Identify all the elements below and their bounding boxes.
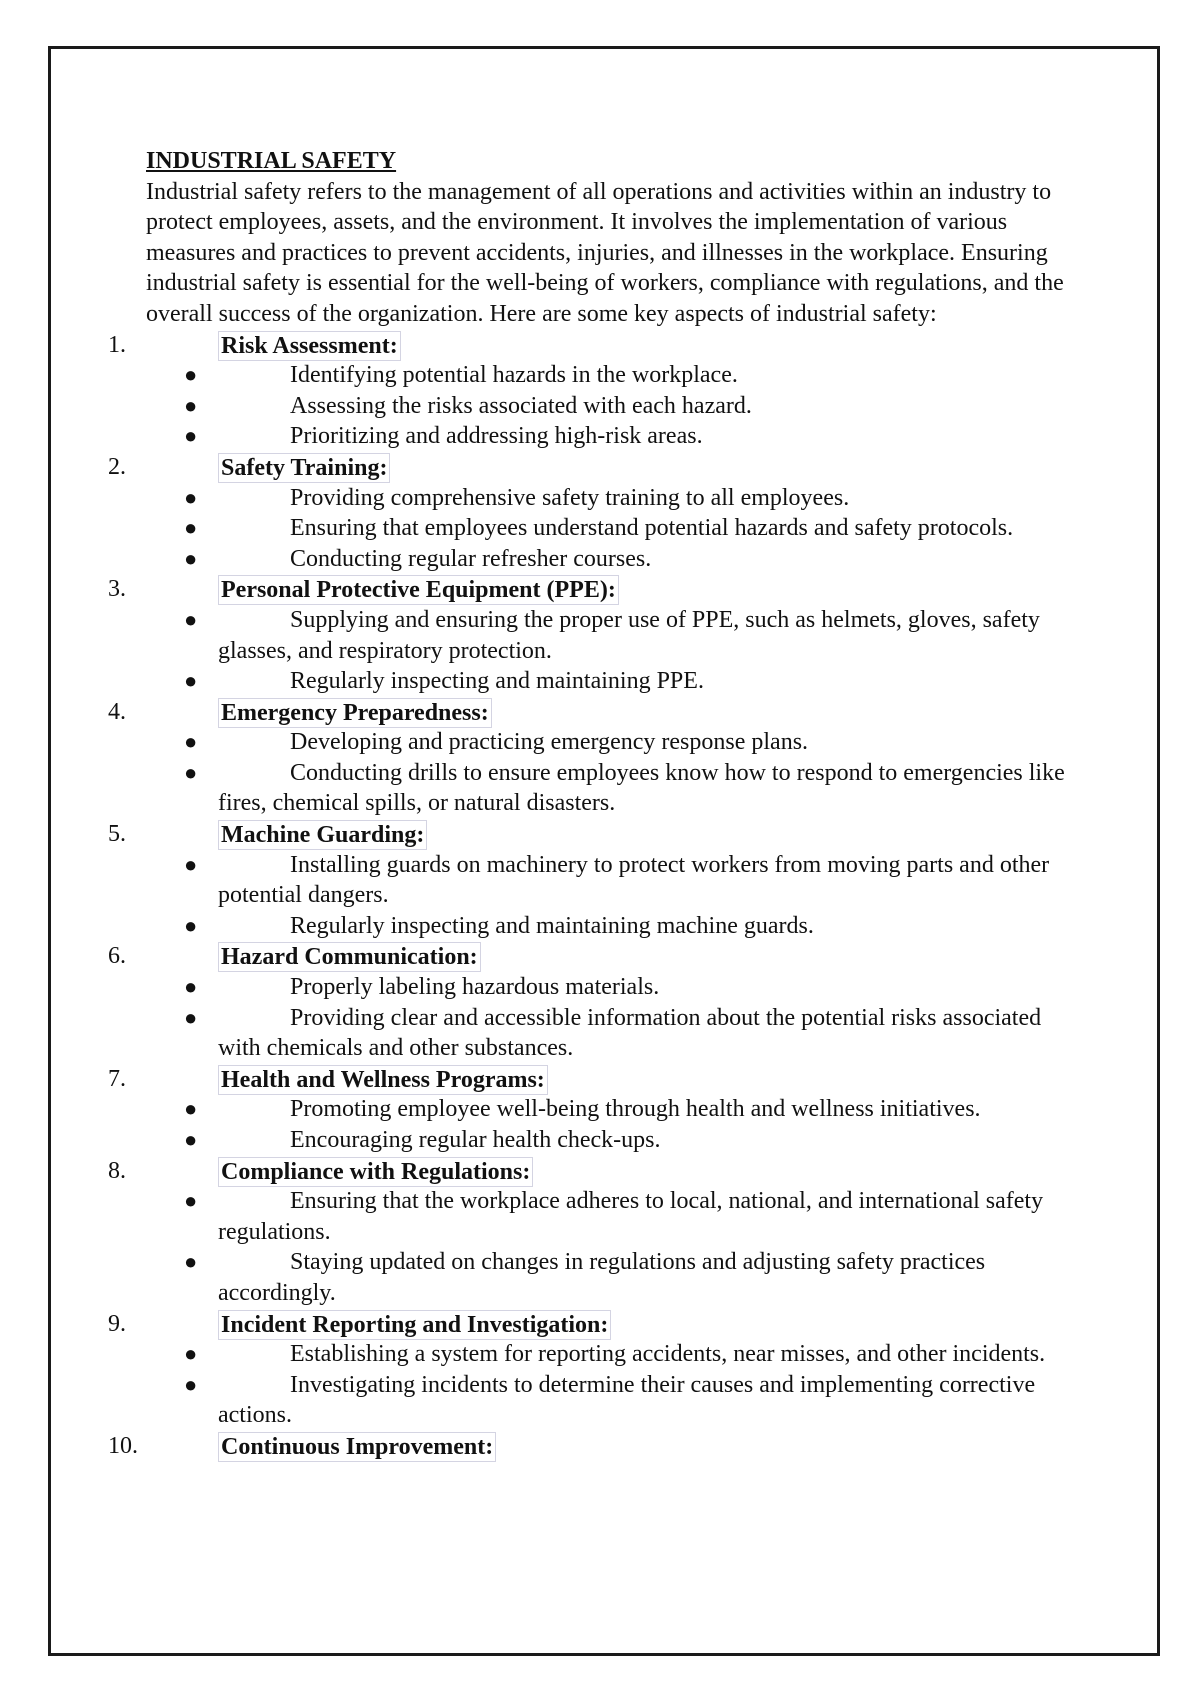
list-section <box>0 1064 1200 1156</box>
list-item <box>0 391 1200 422</box>
list-item-text: Properly labeling hazardous materials. <box>290 974 660 1001</box>
list-item <box>0 1339 1200 1370</box>
bullet-icon: ● <box>184 1188 198 1214</box>
list-item-text: Staying updated on changes in regulations and adjusting safety practices accordingly. <box>218 1249 986 1306</box>
list-section <box>0 330 1200 452</box>
list-item <box>0 1186 1200 1247</box>
section-number: 2. <box>108 453 126 480</box>
list-item-text: Providing comprehensive safety training to all employees. <box>290 484 850 511</box>
list-item-text: Prioritizing and addressing high-risk areas. <box>290 423 703 450</box>
section-heading-row <box>0 1064 1200 1095</box>
list-item-text: Supplying and ensuring the proper use of PPE, such as helmets, gloves, safety glasses, and respiratory protection. <box>218 606 1040 664</box>
section-heading: Compliance with Regulations: <box>218 1157 533 1187</box>
bullet-icon: ● <box>184 1341 198 1367</box>
list-item <box>0 1370 1200 1431</box>
list-item-text: Encouraging regular health check-ups. <box>290 1127 661 1153</box>
section-heading-row <box>0 452 1200 483</box>
list-item-text: Investigating incidents to determine their causes and implementing corrective actions. <box>218 1371 1036 1429</box>
bullet-icon: ● <box>184 729 198 755</box>
list-item <box>0 666 1200 697</box>
bullet-icon: ● <box>184 1127 198 1152</box>
section-number: 8. <box>108 1157 126 1184</box>
list-section <box>0 1309 1200 1431</box>
section-heading: Emergency Preparedness: <box>218 698 492 728</box>
section-heading: Machine Guarding: <box>218 820 427 850</box>
section-number: 10. <box>108 1432 138 1459</box>
section-heading: Safety Training: <box>218 453 390 483</box>
section-number: 3. <box>108 576 126 603</box>
section-heading-row <box>0 330 1200 361</box>
list-item <box>0 850 1200 911</box>
sections-list <box>0 330 1200 1462</box>
section-heading-row <box>0 1156 1200 1187</box>
document-title: INDUSTRIAL SAFETY <box>146 148 397 174</box>
section-heading: Health and Wellness Programs: <box>218 1065 548 1095</box>
section-heading: Risk Assessment: <box>218 331 401 361</box>
list-item <box>0 1247 1200 1308</box>
list-item <box>0 911 1200 942</box>
list-item <box>0 758 1200 819</box>
list-section <box>0 941 1200 1063</box>
list-item-text: Promoting employee well-being through health and wellness initiatives. <box>290 1096 981 1123</box>
list-item <box>0 513 1200 544</box>
section-heading-row <box>0 1309 1200 1340</box>
section-heading-row <box>0 697 1200 728</box>
list-section <box>0 819 1200 941</box>
section-number: 9. <box>108 1310 126 1337</box>
list-item-text: Ensuring that employees understand potential hazards and safety protocols. <box>290 515 1014 542</box>
list-section <box>0 574 1200 696</box>
list-item <box>0 483 1200 514</box>
list-item <box>0 1003 1200 1064</box>
list-item <box>0 360 1200 391</box>
bullet-icon: ● <box>184 851 198 877</box>
section-heading-row <box>0 1431 1200 1462</box>
list-item <box>0 544 1200 575</box>
bullet-icon: ● <box>184 1249 198 1275</box>
bullet-icon: ● <box>184 912 198 938</box>
list-item-text: Assessing the risks associated with each hazard. <box>290 392 752 419</box>
intro-text: Industrial safety refers to the management of all operations and activities within an industry to protect employees, assets, and the environment. It involves the implementation of various measures and practices to prevent accidents, injuries, and illnesses in the workplace. Ensuring industrial safety is essential for the well-being of workers, compliance with regulations, and the overall success of the organization. Here are some key aspects of industrial safety: <box>146 178 1064 327</box>
section-number: 6. <box>108 943 126 970</box>
section-number: 1. <box>108 331 126 358</box>
section-number: 7. <box>108 1065 126 1092</box>
list-item <box>0 605 1200 666</box>
bullet-icon: ● <box>184 668 198 694</box>
list-section <box>0 697 1200 819</box>
document-body <box>0 146 1200 1462</box>
bullet-icon: ● <box>184 1004 198 1030</box>
list-item-text: Providing clear and accessible information about the potential risks associated with chemicals and other substances. <box>218 1004 1042 1062</box>
bullet-icon: ● <box>184 974 198 1000</box>
list-item-text: Regularly inspecting and maintaining machine guards. <box>290 912 814 939</box>
bullet-icon: ● <box>184 606 198 632</box>
section-number: 5. <box>108 821 126 848</box>
list-section <box>0 1431 1200 1462</box>
list-item <box>0 1094 1200 1125</box>
intro-paragraph <box>146 177 1066 330</box>
bullet-icon: ● <box>184 484 198 510</box>
section-heading: Continuous Improvement: <box>218 1432 496 1462</box>
list-item <box>0 1125 1200 1156</box>
list-item-text: Establishing a system for reporting accidents, near misses, and other incidents. <box>290 1341 1046 1368</box>
list-item-text: Regularly inspecting and maintaining PPE. <box>290 668 704 695</box>
bullet-icon: ● <box>184 423 198 449</box>
list-item-text: Installing guards on machinery to protect workers from moving parts and other potential dangers. <box>218 851 1050 909</box>
list-section <box>0 1156 1200 1309</box>
bullet-icon: ● <box>184 515 198 541</box>
list-item <box>0 421 1200 452</box>
bullet-icon: ● <box>184 759 198 785</box>
bullet-icon: ● <box>184 1371 198 1397</box>
list-item-text: Developing and practicing emergency response plans. <box>290 729 809 756</box>
section-heading: Incident Reporting and Investigation: <box>218 1310 611 1340</box>
list-item-text: Conducting drills to ensure employees know how to respond to emergencies like fires, chemical spills, or natural disasters. <box>218 759 1065 817</box>
bullet-icon: ● <box>184 362 198 388</box>
list-item <box>0 972 1200 1003</box>
list-section <box>0 452 1200 574</box>
section-heading-row <box>0 819 1200 850</box>
section-heading-row <box>0 574 1200 605</box>
bullet-icon: ● <box>184 1096 198 1122</box>
section-heading: Hazard Communication: <box>218 942 481 972</box>
section-number: 4. <box>108 698 126 725</box>
section-heading: Personal Protective Equipment (PPE): <box>218 575 619 605</box>
list-item <box>0 727 1200 758</box>
list-item-text: Identifying potential hazards in the workplace. <box>290 362 738 389</box>
list-item-text: Conducting regular refresher courses. <box>290 545 652 572</box>
section-heading-row <box>0 941 1200 972</box>
bullet-icon: ● <box>184 392 198 418</box>
list-item-text: Ensuring that the workplace adheres to local, national, and international safety regulations. <box>218 1188 1044 1245</box>
bullet-icon: ● <box>184 545 198 571</box>
